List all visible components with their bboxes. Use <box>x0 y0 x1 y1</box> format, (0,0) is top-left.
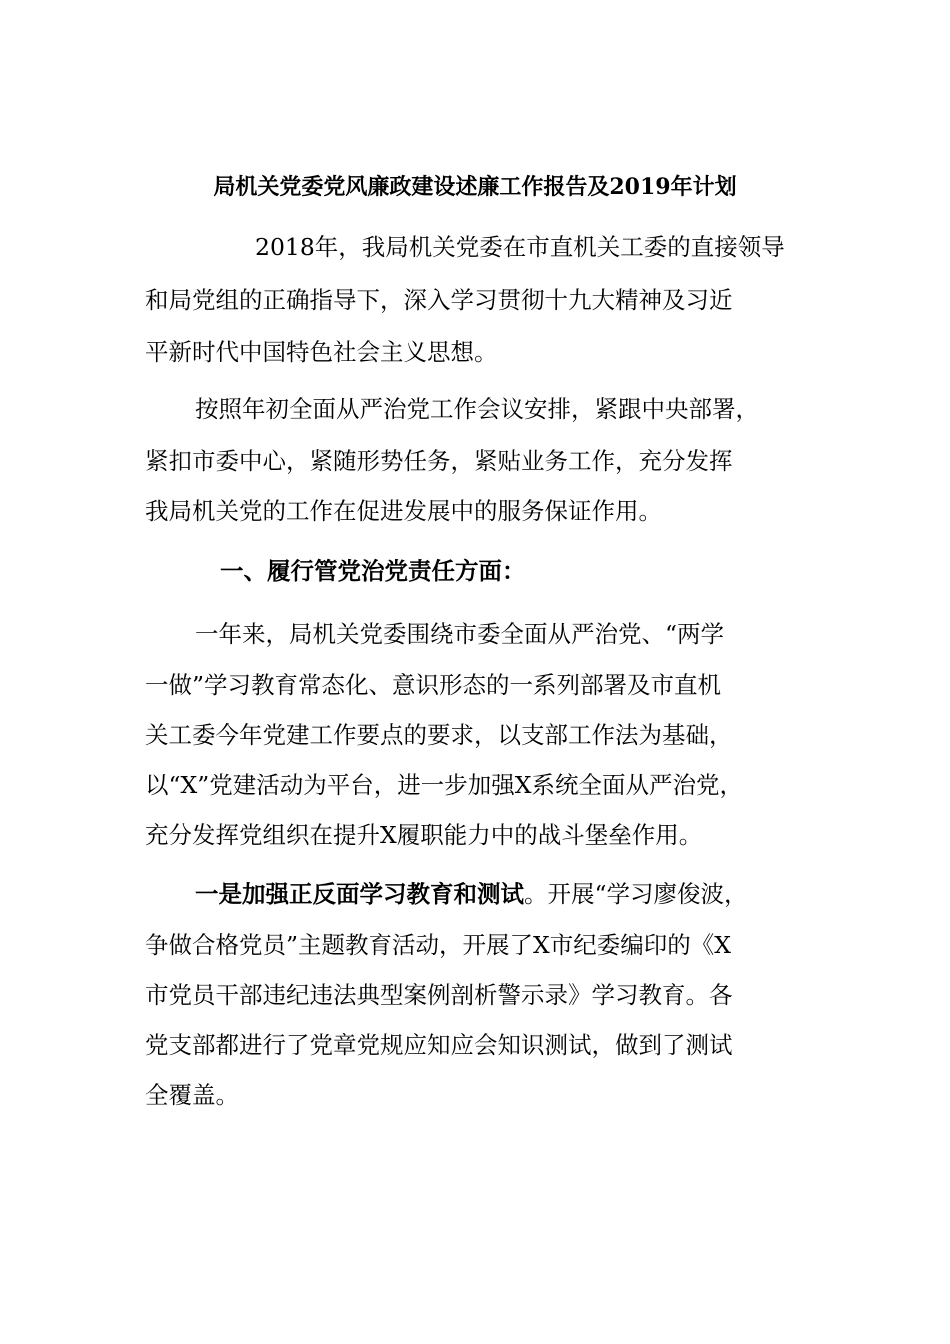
paragraph-3-line-4: 以“X”党建活动为平台，进一步加强X系统全面从严治党， <box>145 771 743 799</box>
paragraph-1-line-1: 2018年，我局机关党委在市直机关工委的直接领导 <box>255 233 785 261</box>
paragraph-4-line-3: 市党员干部违纪违法典型案例剖析警示录》学习教育。各 <box>145 981 733 1009</box>
paragraph-1-line-2: 和局党组的正确指导下，深入学习贯彻十九大精神及习近 <box>145 286 733 314</box>
section-1-heading: 一、履行管党治党责任方面： <box>220 557 526 585</box>
document-title: 局机关党委党风廉政建设述廉工作报告及2019年计划 <box>213 174 737 200</box>
paragraph-3-line-5: 充分发挥党组织在提升X履职能力中的战斗堡垒作用。 <box>145 821 703 849</box>
paragraph-4-line-1 <box>195 878 748 910</box>
paragraph-4-bold-lead: 一是加强正反面学习教育和测试 <box>195 880 524 908</box>
paragraph-2-line-2: 紧扣市委中心，紧随形势任务，紧贴业务工作，充分发挥 <box>145 447 733 475</box>
paragraph-3-line-1: 一年来，局机关党委围绕市委全面从严治党、“两学 <box>195 620 725 648</box>
paragraph-4-line-5: 全覆盖。 <box>145 1081 239 1109</box>
paragraph-3-line-2: 一做”学习教育常态化、意识形态的一系列部署及市直机 <box>145 671 722 699</box>
paragraph-4-line-4: 党支部都进行了党章党规应知应会知识测试，做到了测试 <box>145 1031 733 1059</box>
paragraph-2-line-3: 我局机关党的工作在促进发展中的服务保证作用。 <box>145 497 662 525</box>
paragraph-2-line-1: 按照年初全面从严治党工作会议安排，紧跟中央部署， <box>195 395 759 423</box>
paragraph-4-line-1-rest: 。开展“学习廖俊波， <box>524 880 748 908</box>
paragraph-4-line-2: 争做合格党员”主题教育活动，开展了X市纪委编印的《X <box>145 931 731 959</box>
paragraph-3-line-3: 关工委今年党建工作要点的要求，以支部工作法为基础， <box>145 721 733 749</box>
paragraph-1-line-3: 平新时代中国特色社会主义思想。 <box>145 338 498 366</box>
